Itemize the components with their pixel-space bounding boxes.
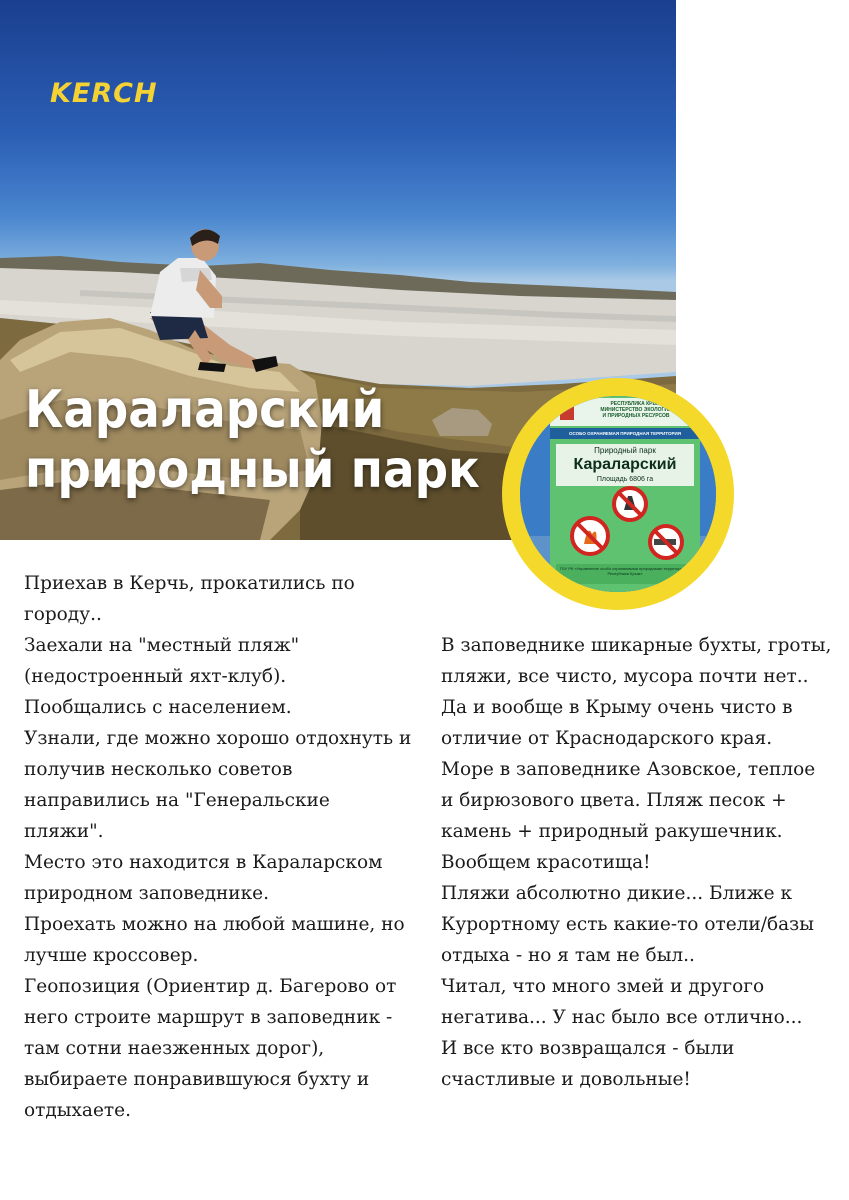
paragraph: Пообщались с населением. [24, 697, 292, 718]
right-text-column [441, 630, 833, 1095]
sign-header-line-1: РЕСПУБЛИКА КРЫМ [610, 401, 662, 407]
sign-park-name: Караларский [573, 456, 677, 473]
sign-header [576, 401, 696, 419]
paragraph: И все кто возвращался - были счастливые и довольные! [441, 1038, 735, 1090]
paragraph: В заповеднике шикарные бухты, гроты, пляжи, все чисто, мусора почти нет.. [441, 635, 832, 687]
left-text-column [24, 568, 414, 1126]
paragraph: Да и вообще в Крыму очень чисто в отличие от Краснодарского края. [441, 697, 793, 749]
title-line-2: природный парк [25, 440, 480, 500]
sign-header-line-3: И ПРИРОДНЫХ РЕСУРСОВ [602, 413, 670, 419]
no-fire-icon [572, 518, 608, 554]
sign-area: Площадь 6806 га [596, 476, 654, 483]
park-sign-badge [502, 378, 734, 610]
sign-footer: ГБУ РК «Управление особо охраняемыми природными территориями Республики Крым» [560, 566, 690, 576]
sign-board-illustration [520, 396, 716, 592]
paragraph: Место это находится в Караларском природном заповеднике. [24, 852, 383, 904]
paragraph: Заехали на "местный пляж" (недостроенный яхт-клуб). [24, 635, 300, 687]
brand-label: KERCH [50, 78, 158, 109]
park-sign-photo [520, 396, 716, 592]
paragraph: Приехав в Керчь, прокатились по городу.. [24, 573, 355, 625]
page-title [25, 380, 505, 500]
no-smoking-icon [650, 526, 682, 558]
no-picnic-icon [614, 488, 646, 520]
paragraph: Пляжи абсолютно дикие... Ближе к Курортному есть какие-то отели/базы отдыха - но я там не был.. [441, 883, 814, 966]
paragraph: Геопозиция (Ориентир д. Багерово от него строите маршрут в заповедник - там сотни наезженных дорог), выбираете понравившуюся бухту и отдыхаете. [24, 976, 397, 1121]
sign-header-line-2: МИНИСТЕРСТВО ЭКОЛОГИИ [600, 407, 672, 413]
sign-subtitle: Природный парк [594, 446, 656, 455]
paragraph: Проехать можно на любой машине, но лучше кроссовер. [24, 914, 405, 966]
paragraph: Читал, что много змей и другого негатива... У нас было все отлично... [441, 976, 803, 1028]
paragraph: Вообщем красотища! [441, 852, 651, 873]
sign-banner: ОСОБО ОХРАНЯЕМАЯ ПРИРОДНАЯ ТЕРРИТОРИЯ [569, 431, 681, 436]
paragraph: Море в заповеднике Азовское, теплое и бирюзового цвета. Пляж песок + камень + природный ракушечник. [441, 759, 816, 842]
paragraph: Узнали, где можно хорошо отдохнуть и получив несколько советов направились на "Генеральские пляжи". [24, 728, 412, 842]
title-line-1: Караларский [25, 380, 385, 440]
